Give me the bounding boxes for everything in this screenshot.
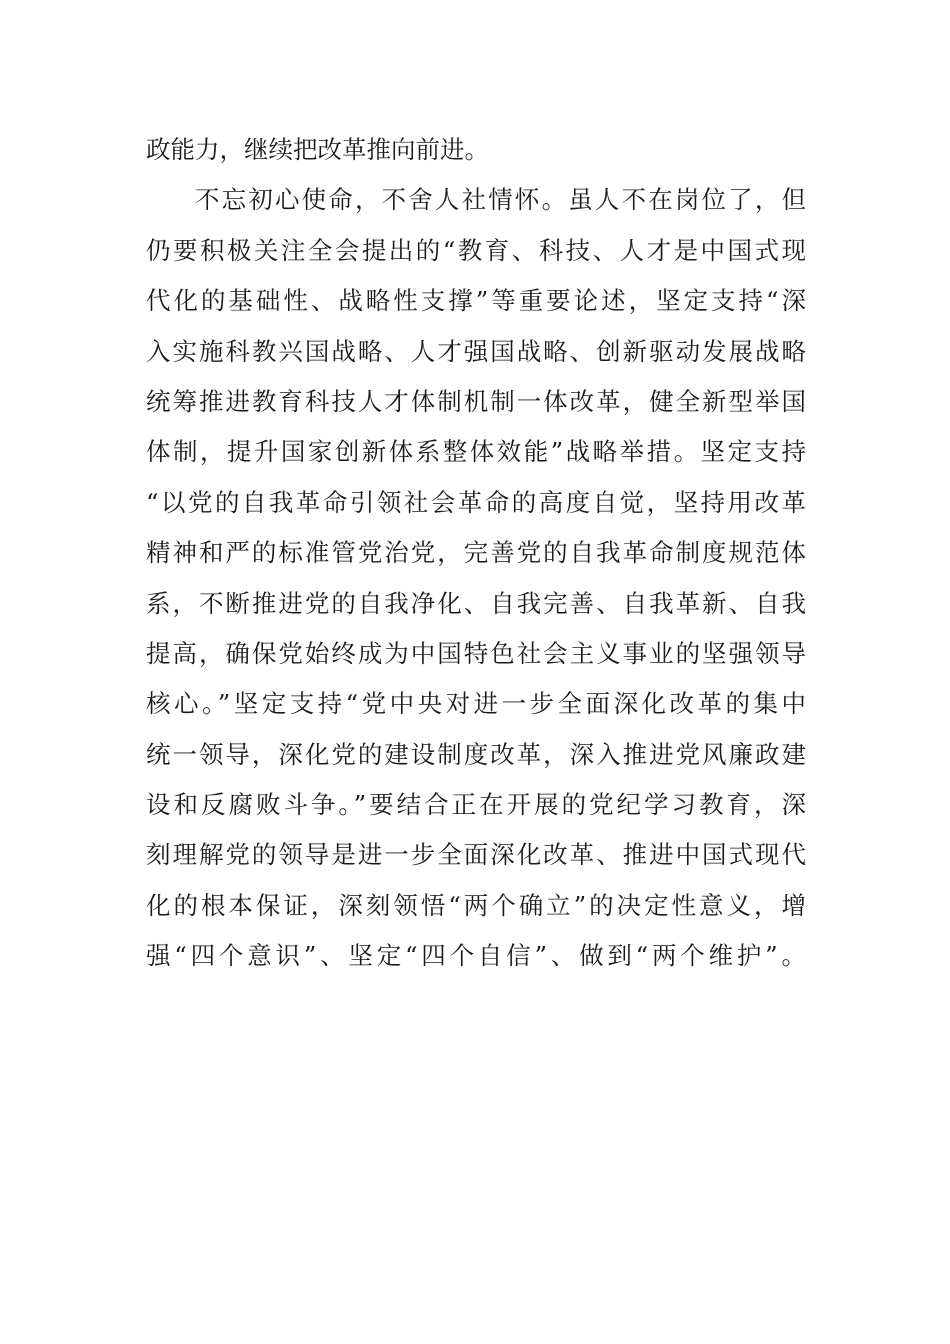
- text-line: 核心。”坚定支持“党中央对进一步全面深化改革的集中: [146, 689, 806, 719]
- text-line: 强“四个意识”、坚定“四个自信”、做到“两个维护”。: [146, 941, 806, 971]
- text-line: 仍要积极关注全会提出的“教育、科技、人才是中国式现: [146, 235, 806, 265]
- text-line: 设和反腐败斗争。”要结合正在开展的党纪学习教育，深: [146, 790, 806, 820]
- text-line: 不忘初心使命，不舍人社情怀。虽人不在岗位了，但: [195, 185, 806, 215]
- text-line: 体制，提升国家创新体系整体效能”战略举措。坚定支持: [146, 437, 806, 467]
- text-line: 系，不断推进党的自我净化、自我完善、自我革新、自我: [146, 588, 806, 618]
- text-line: 统一领导，深化党的建设制度改革，深入推进党风廉政建: [146, 739, 806, 769]
- text-line: 刻理解党的领导是进一步全面深化改革、推进中国式现代: [146, 840, 806, 870]
- text-line: 政能力，继续把改革推向前进。: [146, 135, 489, 164]
- text-line: 精神和严的标准管党治党，完善党的自我革命制度规范体: [146, 538, 806, 568]
- text-line: 提高，确保党始终成为中国特色社会主义事业的坚强领导: [146, 638, 806, 668]
- body-text: [146, 125, 806, 982]
- text-line: 化的根本保证，深刻领悟“两个确立”的决定性意义，增: [146, 890, 806, 920]
- text-line: 入实施科教兴国战略、人才强国战略、创新驱动发展战略: [146, 336, 806, 366]
- text-line: “以党的自我革命引领社会革命的高度自觉，坚持用改革: [146, 487, 806, 517]
- text-line: 统筹推进教育科技人才体制机制一体改革，健全新型举国: [146, 386, 806, 416]
- text-line: 代化的基础性、战略性支撑”等重要论述，坚定支持“深: [146, 286, 806, 316]
